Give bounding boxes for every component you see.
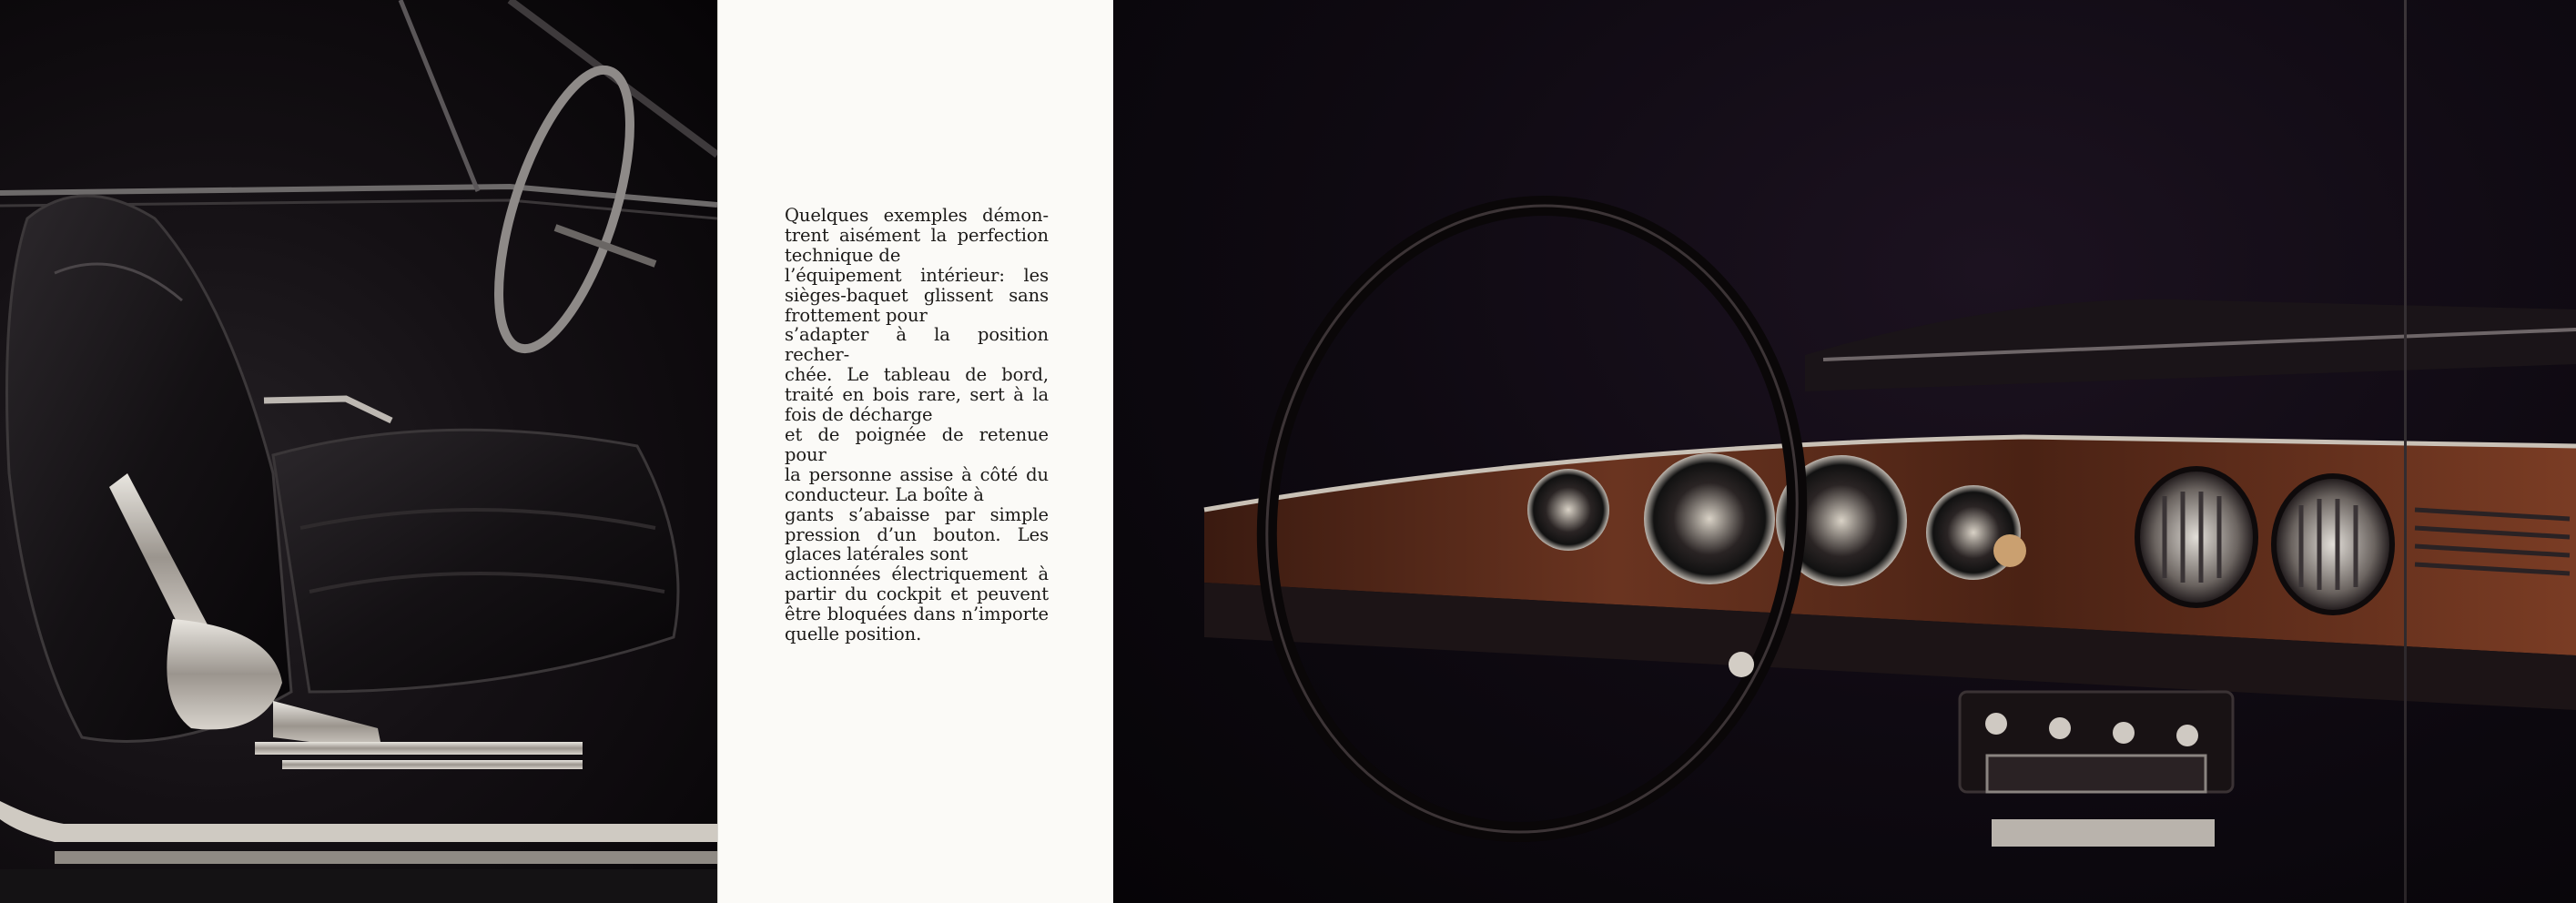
dashboard-illustration [1113, 0, 2576, 903]
paragraph-line: traité en bois rare, sert à la [785, 384, 1049, 406]
paragraph-line: sièges-baquet glissent sans [785, 284, 1049, 306]
paragraph-line: et de poignée de retenue pour [785, 423, 1049, 465]
paragraph-line: quelle position. [785, 624, 922, 645]
paragraph-line: Quelques exemples démon- [785, 205, 1049, 226]
description-paragraph [785, 206, 1049, 644]
paragraph-line: trent aisément la perfection [785, 224, 1049, 246]
bucket-seat-illustration [0, 0, 717, 903]
seat-photo [0, 0, 717, 903]
paragraph-line: technique de [785, 244, 901, 266]
paragraph-line: actionnées électriquement à [785, 563, 1049, 585]
paragraph-line: gants s’abaisse par simple [785, 503, 1049, 525]
text-column [717, 0, 1113, 903]
paragraph-line: glaces latérales sont [785, 543, 969, 565]
paragraph-line: fois de décharge [785, 404, 933, 426]
paragraph-line: s’adapter à la position recher- [785, 324, 1049, 366]
paragraph-line: être bloquées dans n’importe [785, 604, 1049, 625]
paragraph-line: partir du cockpit et peuvent [785, 583, 1049, 605]
paragraph-line: pression d’un bouton. Les [785, 523, 1049, 545]
dashboard-photo [1113, 0, 2576, 903]
paragraph-line: l’équipement intérieur: les [785, 264, 1049, 286]
paragraph-line: la personne assise à côté du [785, 463, 1049, 485]
paragraph-line: chée. Le tableau de bord, [785, 364, 1049, 386]
page-fold [2404, 0, 2407, 903]
paragraph-line: conducteur. La boîte à [785, 483, 984, 505]
paragraph-line: frottement pour [785, 304, 928, 326]
